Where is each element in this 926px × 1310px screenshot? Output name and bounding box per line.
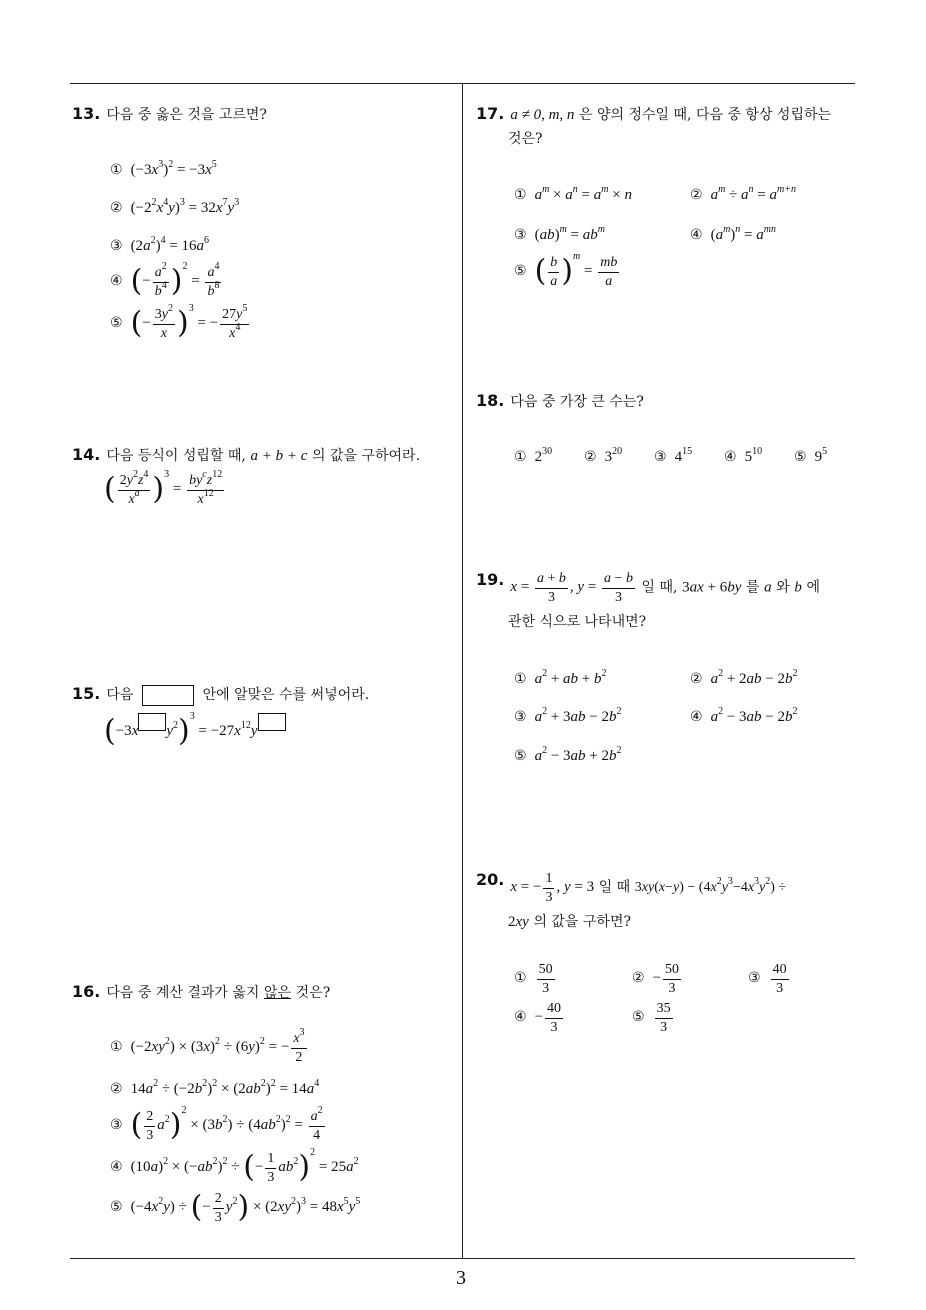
option-mark: ④ xyxy=(690,709,703,725)
question-text-pre: 다음 등식이 성립할 때, xyxy=(106,448,246,464)
option-mark: ④ xyxy=(514,1009,527,1026)
blank-box[interactable] xyxy=(258,713,286,731)
question-number: 19. xyxy=(476,570,505,589)
q13-option-5[interactable] xyxy=(110,303,251,342)
page-number: 3 xyxy=(456,1267,466,1289)
option-expression: $(a^m)^n = a^{mn}$ xyxy=(710,224,776,243)
option-mark: ③ xyxy=(514,709,527,725)
option-expression: − $\frac{40}{3}$ xyxy=(534,1001,562,1035)
option-expression: $9^5$ xyxy=(814,446,828,465)
q19-option-4[interactable] xyxy=(690,706,798,726)
question-text: 다음 중 가장 큰 수는? xyxy=(510,394,644,410)
option-mark: ② xyxy=(110,200,123,216)
q19-option-2[interactable] xyxy=(690,668,798,688)
option-expression: $14a^2 \div (-2b^2)^2 \times (2ab^2)^2 = 14a^4$ xyxy=(130,1078,320,1097)
option-expression: (− $\frac{3y^2}{x}$ )$^3$ = − $\frac{27y^5}{x^4}$ xyxy=(130,303,248,341)
option-expression: $(ab)^m = ab^m$ xyxy=(534,224,605,243)
option-expression: $\frac{50}{3}$ xyxy=(538,962,553,996)
bottom-rule xyxy=(70,1258,855,1259)
option-expression: $5^{10}$ xyxy=(744,446,763,465)
option-mark: ③ xyxy=(748,970,761,987)
option-mark: ① xyxy=(110,162,123,178)
option-mark: ⑤ xyxy=(794,449,807,465)
question-15 xyxy=(72,684,369,706)
column-divider xyxy=(462,84,463,1259)
question-18 xyxy=(476,391,644,411)
question-number: 17. xyxy=(476,104,505,123)
q19-option-5[interactable] xyxy=(514,745,622,765)
q17-option-4[interactable] xyxy=(690,224,776,244)
q13-option-2[interactable] xyxy=(110,197,240,217)
q16-option-2[interactable] xyxy=(110,1078,320,1098)
question-text-il-ttae: 일 때 xyxy=(598,879,631,896)
q13-option-4[interactable] xyxy=(110,261,223,300)
question-number: 20. xyxy=(476,870,505,889)
q17-option-5[interactable] xyxy=(514,251,621,290)
option-mark: ⑤ xyxy=(514,263,527,280)
q20-option-3[interactable] xyxy=(748,961,791,997)
question-number: 14. xyxy=(72,445,101,464)
question-20-line2: 2xy 의 값을 구하면? xyxy=(508,914,631,930)
blank-box xyxy=(142,685,194,706)
question-number: 15. xyxy=(72,684,101,703)
question-text-reul: 를 xyxy=(746,579,760,596)
q20-option-5[interactable] xyxy=(632,1000,675,1036)
option-mark: ① xyxy=(514,970,527,987)
question-expression: x = $\frac{a + b}{3}$ , y = $\frac{a - b}{3}$ xyxy=(510,571,633,605)
question-text-pre: 다음 xyxy=(106,687,134,703)
question-condition: a ≠ 0, m, n xyxy=(510,107,575,123)
q17-option-1[interactable] xyxy=(514,184,632,204)
option-mark: ③ xyxy=(514,227,527,243)
option-mark: ④ xyxy=(110,273,123,290)
question-16 xyxy=(72,982,330,1002)
option-expression: $\frac{35}{3}$ xyxy=(656,1001,671,1035)
option-expression: $2^{30}$ xyxy=(534,446,553,465)
question-text-underline: 않은 xyxy=(264,985,292,1001)
q14-equation: ( $\frac{2y^2z^4}{x^a}$ )$^3$ = $\frac{by^cz^{12}}{x^{12}}$ xyxy=(104,469,223,507)
q20-option-2[interactable] xyxy=(632,961,683,997)
option-expression: $a^2 + 2ab - 2b^2$ xyxy=(710,668,798,687)
option-mark: ⑤ xyxy=(110,315,123,332)
q16-option-3[interactable] xyxy=(110,1105,327,1144)
question-number: 18. xyxy=(476,391,505,410)
option-expression: $(10a)^2 \times (-ab^2)^2$ ÷ (− $\frac{1}{3}$ $ab^2)^2 = 25a^2$ xyxy=(130,1147,359,1185)
option-mark: ② xyxy=(690,187,703,203)
option-expression: (− $\frac{a^2}{b^4}$ )$^2$ = $\frac{a^4}{b^8}$ xyxy=(130,261,220,299)
question-text-line1: 은 양의 정수일 때, 다음 중 항상 성립하는 xyxy=(579,107,832,123)
question-19: 19. x = $\frac{a + b}{3}$ , y = $\frac{a - b}{3}$ 일 때, 3ax + 6by 를 a 와 b 에 xyxy=(476,570,821,605)
question-number: 13. xyxy=(72,104,101,123)
question-text: 다음 중 옳은 것을 고르면? xyxy=(106,107,267,123)
question-text-e: 에 xyxy=(806,579,821,596)
q17-option-3[interactable] xyxy=(514,224,605,244)
option-mark: ④ xyxy=(110,1159,123,1176)
question-text-post: 안에 알맞은 수를 써넣어라. xyxy=(202,687,370,703)
option-expression: ( $\frac{2}{3}$ $a^2)^2 \times (3b^2) \div (4ab^2)^2$ = $\frac{a^2}{4}$ xyxy=(130,1105,323,1143)
q17-option-2[interactable] xyxy=(690,184,796,204)
option-expression: $a^m \times a^n = a^m \times n$ xyxy=(534,184,632,203)
option-expression: $(-2^2x^4y)^3 = 32x^7y^3$ xyxy=(130,197,240,216)
q13-option-1[interactable] xyxy=(110,159,217,179)
blank-box[interactable] xyxy=(138,713,166,731)
question-20: 20. x = − $\frac{1}{3}$ , y = 3 일 때 $3xy(x-y) - (4x^2y^3-4x^3y^2)$ ÷ xyxy=(476,870,787,905)
option-mark: ③ xyxy=(110,1117,123,1134)
q15-equation: (−3x $y^2)^3 = -27x^{12}y$ xyxy=(104,713,286,747)
option-mark: ④ xyxy=(724,449,737,465)
question-text-post: 것은? xyxy=(295,985,331,1001)
option-expression: $a^2$ + ab + $b^2$ xyxy=(534,668,607,687)
option-mark: ① xyxy=(514,187,527,203)
q18-option-1[interactable] xyxy=(514,446,553,466)
option-mark: ② xyxy=(110,1081,123,1097)
question-13 xyxy=(72,104,267,124)
option-expression: $a^2 - 3ab + 2b^2$ xyxy=(534,745,622,764)
option-mark: ② xyxy=(584,449,597,465)
question-text-line2: 의 값을 구하면? xyxy=(533,914,631,930)
option-mark: ① xyxy=(110,1039,123,1056)
option-expression: $a^m \div a^n = a^{m+n}$ xyxy=(710,184,796,203)
q18-option-4[interactable] xyxy=(724,446,763,466)
option-mark: ① xyxy=(514,671,527,687)
q19-option-1[interactable] xyxy=(514,668,607,688)
option-expression: $a^2 + 3ab - 2b^2$ xyxy=(534,706,622,725)
option-mark: ② xyxy=(632,970,645,987)
question-expression: a + b + c xyxy=(250,448,308,464)
q16-option-5[interactable] xyxy=(110,1190,360,1226)
option-expression: $(-4x^2y)$ ÷ (− $\frac{2}{3}$ $y^2) \times (2xy^2)^3 = 48x^5y^5$ xyxy=(130,1190,361,1225)
question-text-wa: 와 xyxy=(776,579,790,596)
option-expression: $(-2xy^2) \times (3x)^2 \div (6y)^2$ = − $\frac{x^3}{2}$ xyxy=(130,1027,305,1065)
option-expression: $a^2 - 3ab - 2b^2$ xyxy=(710,706,798,725)
question-expression: x = − $\frac{1}{3}$ , y = 3 xyxy=(510,871,595,905)
option-mark: ⑤ xyxy=(514,748,527,764)
question-text-pre: 다음 중 계산 결과가 옳지 xyxy=(106,985,260,1001)
q16-option-4[interactable] xyxy=(110,1147,359,1186)
option-mark: ④ xyxy=(690,227,703,243)
question-number: 16. xyxy=(72,982,101,1001)
option-expression: − $\frac{50}{3}$ xyxy=(652,962,680,996)
q18-option-5[interactable] xyxy=(794,446,828,466)
option-expression: $4^{15}$ xyxy=(674,446,693,465)
option-expression: $(-3x^3)^2 = -3x^5$ xyxy=(130,159,217,178)
question-text-mid: 일 때, xyxy=(641,579,678,596)
q16-option-1[interactable] xyxy=(110,1027,309,1066)
q20-option-4[interactable] xyxy=(514,1000,565,1036)
option-mark: ⑤ xyxy=(110,1199,123,1216)
option-mark: ③ xyxy=(110,238,123,254)
question-text-post: 의 값을 구하여라. xyxy=(312,448,421,464)
question-14 xyxy=(72,445,420,465)
option-mark: ③ xyxy=(654,449,667,465)
option-expression: $(2a^2)^4 = 16a^6$ xyxy=(130,235,210,254)
option-expression: $3^{20}$ xyxy=(604,446,623,465)
q13-option-3[interactable] xyxy=(110,235,210,255)
q20-option-1[interactable] xyxy=(514,961,557,997)
q18-option-3[interactable] xyxy=(654,446,693,466)
q19-option-3[interactable] xyxy=(514,706,622,726)
option-mark: ⑤ xyxy=(632,1009,645,1026)
option-mark: ① xyxy=(514,449,527,465)
q18-option-2[interactable] xyxy=(584,446,623,466)
question-17-line2: 것은? xyxy=(508,131,543,147)
option-expression: ( $\frac{b}{a}$ )$^m$ = $\frac{mb}{a}$ xyxy=(534,251,618,289)
option-expression: $\frac{40}{3}$ xyxy=(772,962,787,996)
question-17 xyxy=(476,104,866,124)
option-mark: ② xyxy=(690,671,703,687)
question-19-line2: 관한 식으로 나타내면? xyxy=(508,614,647,630)
